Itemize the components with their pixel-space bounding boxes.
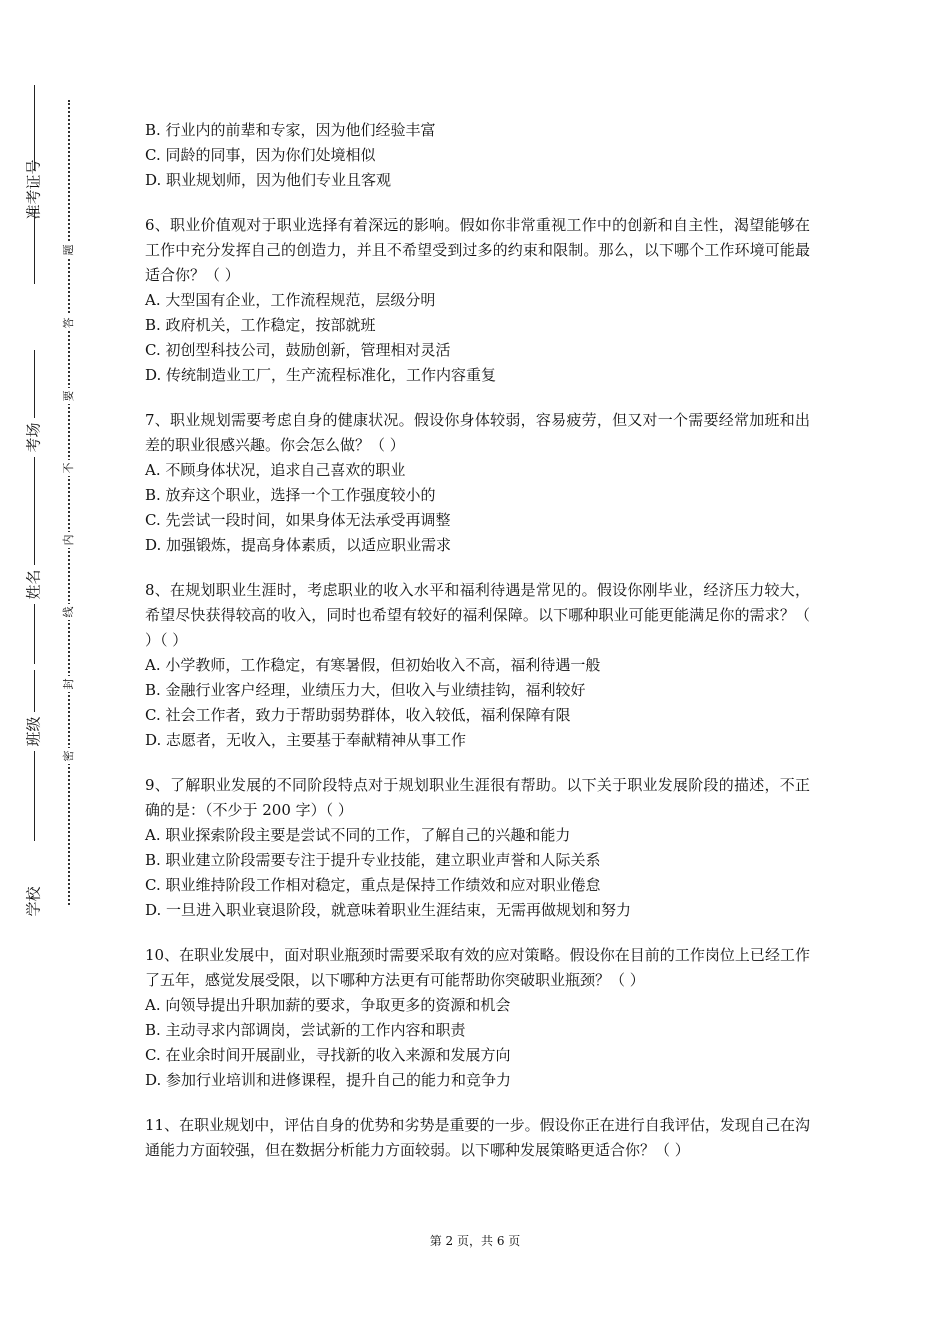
option: D. 一旦进入职业衰退阶段，就意味着职业生涯结束，无需再做规划和努力 [145,901,632,919]
option: B. 主动寻求内部调岗，尝试新的工作内容和职责 [145,1021,466,1039]
question-text: 10、在职业发展中，面对职业瓶颈时需要采取有效的应对策略。假设你在目前的工作岗位上已经工作了五年，感觉发展受限，以下哪种方法更有可能帮助你突破职业瓶颈？（ ） [145,946,810,989]
option: B. 放弃这个职业，选择一个工作强度较小的 [145,486,436,504]
field-class [14,670,54,841]
option: B. 职业建立阶段需要专注于提升专业技能，建立职业声誉和人际关系 [145,851,601,869]
option: A. 小学教师，工作稳定，有寒暑假，但初始收入不高，福利待遇一般 [145,656,601,674]
field-label-name: 姓名 [24,569,43,600]
seal-char: 线 [61,604,77,620]
option: C. 初创型科技公司，鼓励创新，管理相对灵活 [145,341,451,359]
question-7 [145,408,810,558]
seal-char: 题 [61,242,77,258]
seal-char: 密 [61,748,77,764]
option: A. 不顾身体状况，追求自己喜欢的职业 [145,461,406,479]
seal-dotted-line [68,100,70,905]
field-line [34,751,35,841]
field-line [34,520,35,565]
option: C. 在业余时间开展副业，寻找新的收入来源和发展方向 [145,1046,511,1064]
field-line [34,457,35,527]
option: C. 同龄的同事，因为你们处境相似 [145,146,376,164]
seal-char: 不 [61,460,77,476]
option: A. 职业探索阶段主要是尝试不同的工作，了解自己的兴趣和能力 [145,826,571,844]
question-text: 8、在规划职业生涯时，考虑职业的收入水平和福利待遇是常见的。假设你刚毕业，经济压力较大，希望尽快获得较高的收入，同时也希望有较好的福利保障。以下哪种职业可能更能满足你的需求？（ ）（ ） [145,581,810,649]
question-9 [145,773,810,923]
field-exam-number [14,85,54,284]
option: D. 参加行业培训和进修课程，提升自己的能力和竞争力 [145,1071,512,1089]
question-8 [145,578,810,753]
option: C. 职业维持阶段工作相对稳定，重点是保持工作绩效和应对职业倦怠 [145,876,601,894]
field-school [14,882,54,921]
option: D. 职业规划师，因为他们专业且客观 [145,171,392,189]
field-line [34,604,35,664]
question-6 [145,213,810,388]
seal-char: 内 [61,532,77,548]
field-line [34,209,35,284]
field-label-exam-number: 准考证号 [24,159,43,220]
question-text: 6、职业价值观对于职业选择有着深远的影响。假如你非常重视工作中的创新和自主性，渴望能够在工作中充分发挥自己的创造力，并且不希望受到过多的约束和限制。那么，以下哪个工作环境可能最适合你？（ ） [145,216,810,284]
option: A. 向领导提出升职加薪的要求，争取更多的资源和机会 [145,996,511,1014]
option: C. 先尝试一段时间，如果身体无法承受再调整 [145,511,451,529]
question-text: 11、在职业规划中，评估自身的优势和劣势是重要的一步。假设你正在进行自我评估，发现自己在沟通能力方面较强，但在数据分析能力方面较弱。以下哪种发展策略更适合你？（ ） [145,1116,810,1159]
option: A. 大型国有企业，工作流程规范，层级分明 [145,291,436,309]
question-5-continued [145,118,810,193]
option: D. 传统制造业工厂，生产流程标准化，工作内容重复 [145,366,497,384]
option: C. 社会工作者，致力于帮助弱势群体，收入较低，福利保障有限 [145,706,571,724]
page-footer: 第 2 页，共 6 页 [429,1234,521,1248]
question-11 [145,1113,810,1163]
seal-char: 封 [61,676,77,692]
field-label-school: 学校 [24,886,43,917]
field-exam-room [14,350,54,527]
field-line [34,350,35,418]
option: D. 志愿者，无收入，主要基于奉献精神从事工作 [145,731,467,749]
field-line [34,670,35,712]
option: D. 加强锻炼，提高身体素质，以适应职业需求 [145,536,452,554]
option: B. 行业内的前辈和专家，因为他们经验丰富 [145,121,436,139]
question-10 [145,943,810,1093]
field-name [14,520,54,664]
option: B. 金融行业客户经理，业绩压力大，但收入与业绩挂钩，福利较好 [145,681,586,699]
question-content [145,118,810,1183]
field-label-exam-room: 考场 [24,422,43,453]
option: B. 政府机关，工作稳定，按部就班 [145,316,376,334]
question-text: 7、职业规划需要考虑自身的健康状况。假设你身体较弱，容易疲劳，但又对一个需要经常加班和出差的职业很感兴趣。你会怎么做？（ ） [145,411,810,454]
seal-char: 要 [61,388,77,404]
field-line [34,85,35,170]
field-label-class: 班级 [24,716,43,747]
seal-char: 答 [61,315,77,331]
question-text: 9、了解职业发展的不同阶段特点对于规划职业生涯很有帮助。以下关于职业发展阶段的描述，不正确的是：（不少于 200 字）（ ） [145,776,810,819]
